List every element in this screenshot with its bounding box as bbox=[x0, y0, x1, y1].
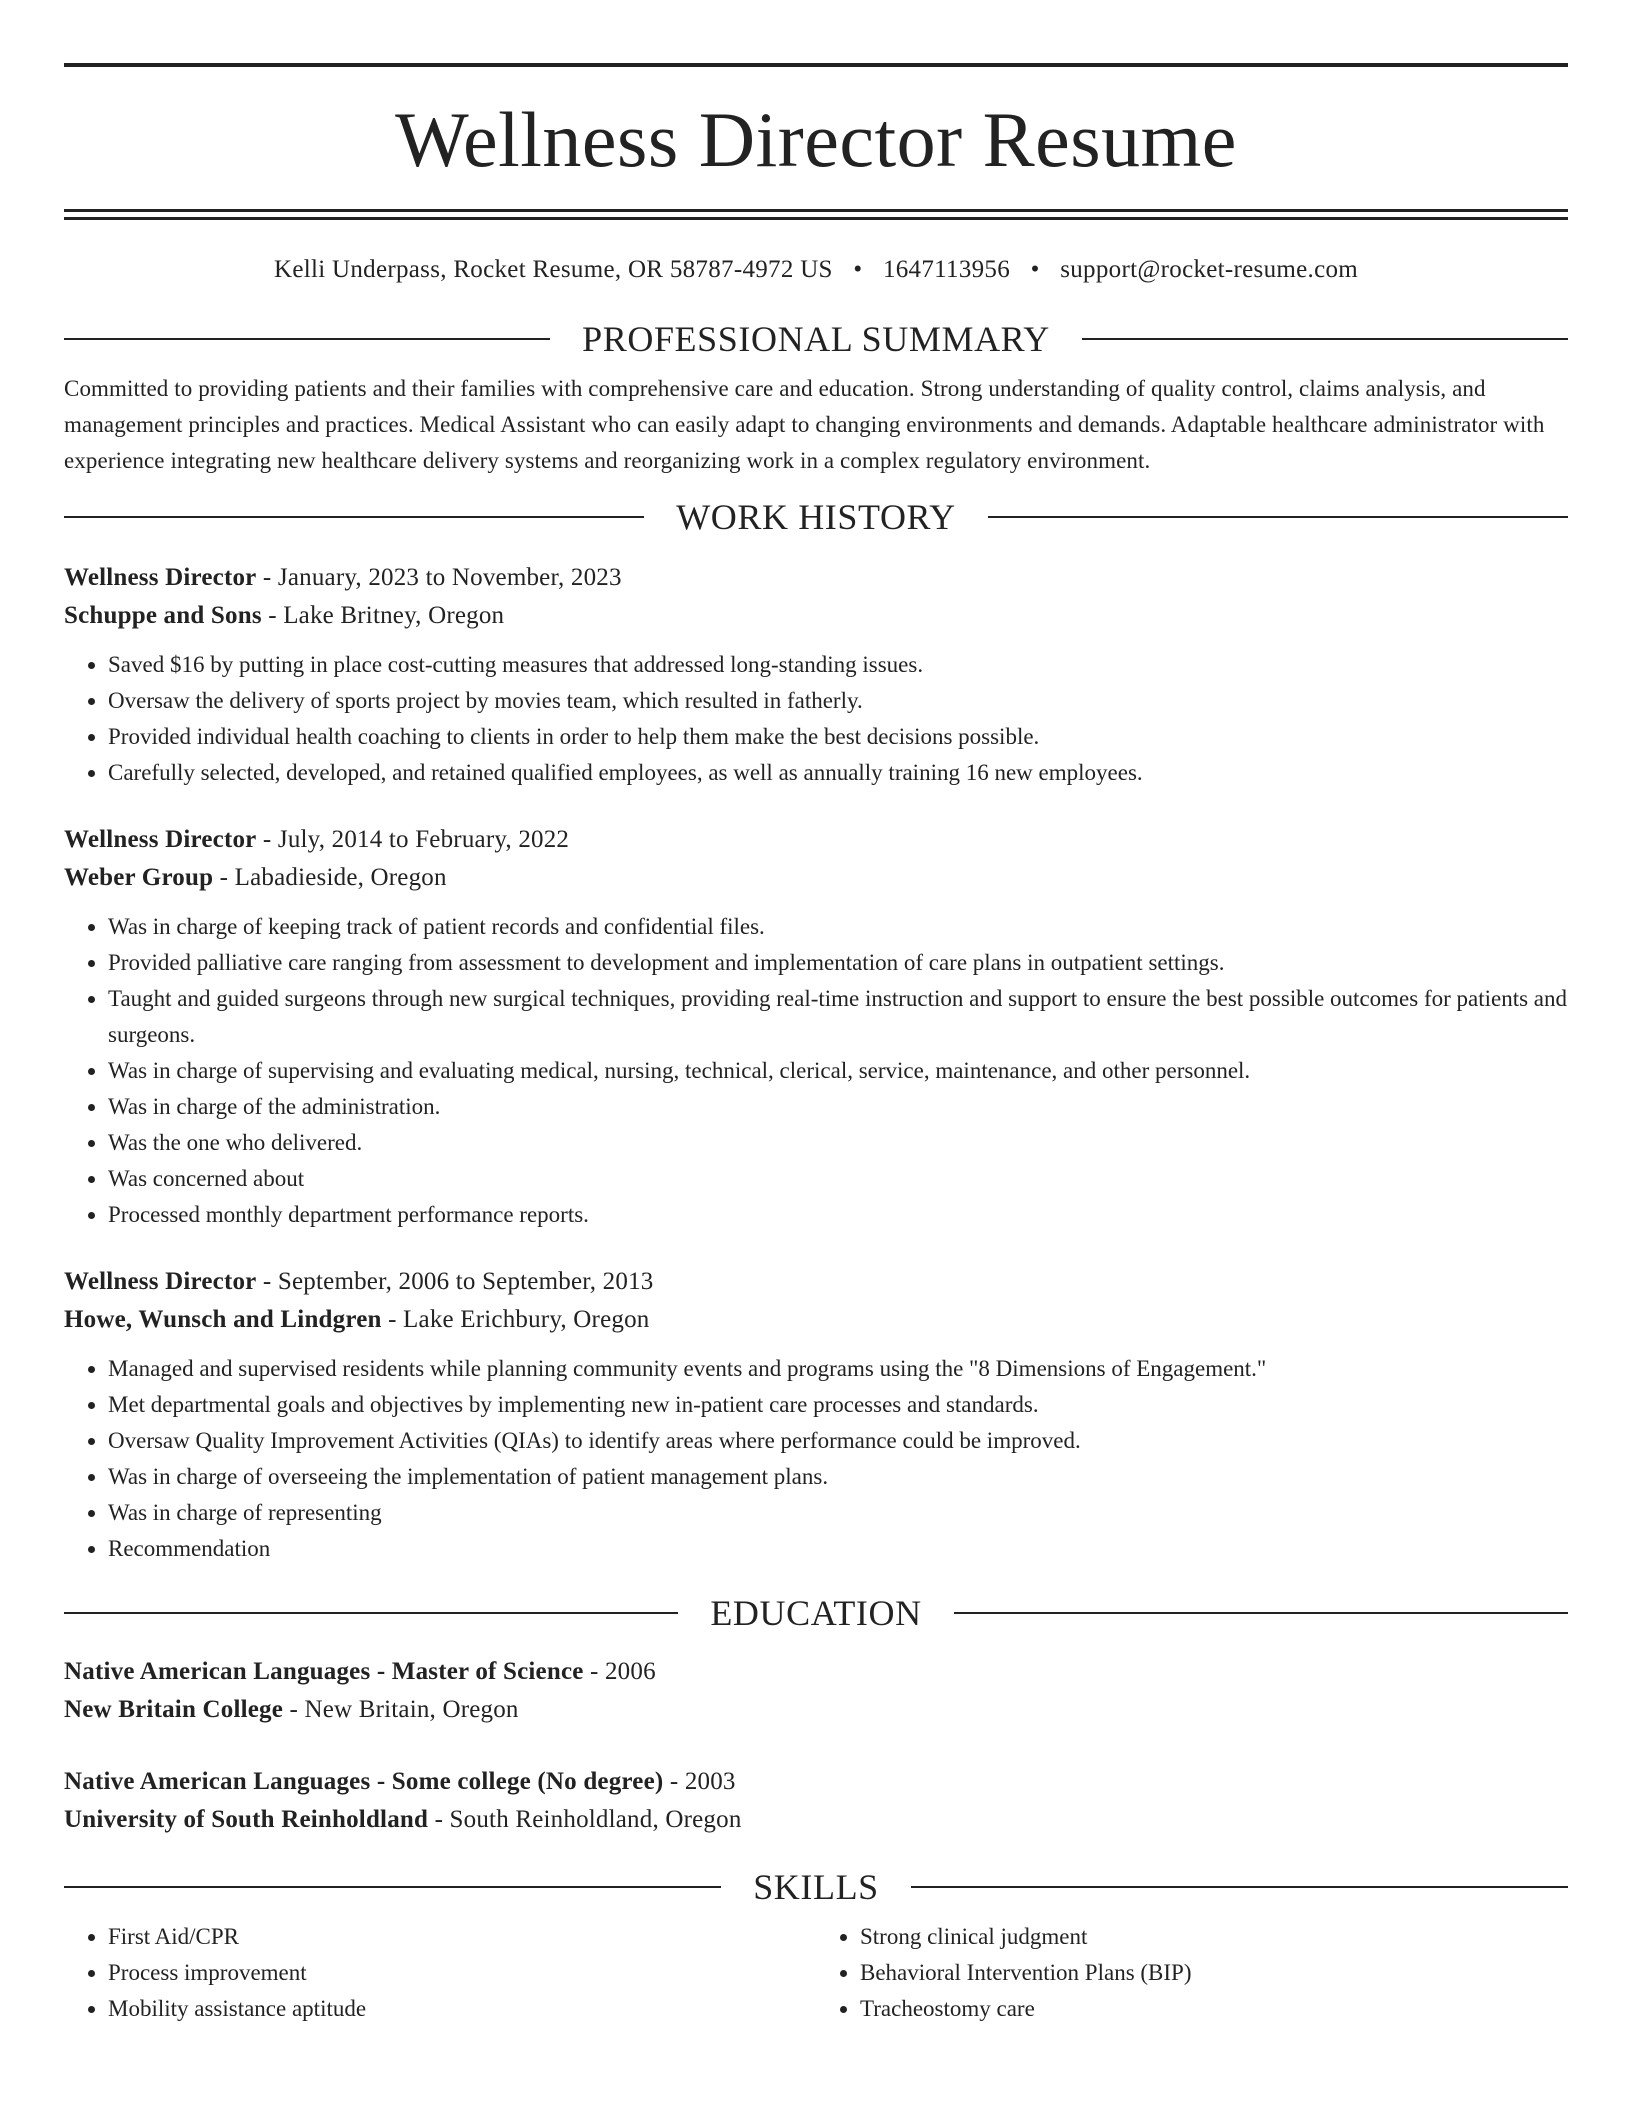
job-bullets bbox=[64, 1351, 1568, 1567]
job-bullets bbox=[64, 647, 1568, 791]
skills-column-left bbox=[64, 1919, 816, 2027]
section-title: PROFESSIONAL SUMMARY bbox=[582, 318, 1050, 359]
job-dates: - September, 2006 to September, 2013 bbox=[256, 1267, 654, 1295]
job-company: Howe, Wunsch and Lindgren bbox=[64, 1305, 382, 1333]
list-item: • Was in charge of supervising and evaluating medical, nursing, technical, clerical, service, maintenance, and other personnel. bbox=[108, 1053, 1568, 1089]
section-rule bbox=[911, 1886, 1568, 1888]
education-school: University of South Reinholdland bbox=[64, 1805, 429, 1833]
education-entry bbox=[64, 1653, 1568, 1729]
list-item: • Tracheostomy care bbox=[860, 1991, 1568, 2027]
list-item: • Was in charge of the administration. bbox=[108, 1089, 1568, 1125]
list-item: • Process improvement bbox=[108, 1955, 816, 1991]
education-location: - New Britain, Oregon bbox=[283, 1695, 519, 1723]
job-company: Schuppe and Sons bbox=[64, 601, 262, 629]
contact-address: Kelli Underpass, Rocket Resume, OR 58787-4972 US bbox=[273, 256, 833, 283]
section-rule bbox=[988, 516, 1568, 518]
top-rule bbox=[64, 63, 1568, 67]
job-dates: - January, 2023 to November, 2023 bbox=[256, 563, 622, 591]
job-title: Wellness Director bbox=[64, 1267, 257, 1295]
list-item: • Was the one who delivered. bbox=[108, 1125, 1568, 1161]
education-location: - South Reinholdland, Oregon bbox=[428, 1805, 742, 1833]
job-title: Wellness Director bbox=[64, 825, 257, 853]
page-title: Wellness Director Resume bbox=[395, 96, 1237, 183]
section-title: SKILLS bbox=[753, 1866, 879, 1907]
skills-column-right bbox=[816, 1919, 1568, 2027]
education-degree: Native American Languages - Master of Science bbox=[64, 1657, 584, 1685]
list-item: • Provided individual health coaching to clients in order to help them make the best decisions possible. bbox=[108, 719, 1568, 755]
education-degree-line bbox=[64, 1763, 1568, 1801]
contact-separator: • bbox=[1030, 256, 1040, 283]
list-item: • Provided palliative care ranging from assessment to development and implementation of care plans in outpatient settings. bbox=[108, 945, 1568, 981]
contact-phone: 1647113956 bbox=[882, 256, 1011, 283]
list-item: • Was in charge of overseeing the implementation of patient management plans. bbox=[108, 1459, 1568, 1495]
list-item: • Was concerned about bbox=[108, 1161, 1568, 1197]
education-year: - 2003 bbox=[663, 1767, 736, 1795]
section-rule bbox=[64, 338, 550, 340]
section-header-skills bbox=[64, 1866, 1568, 1907]
list-item: • Taught and guided surgeons through new surgical techniques, providing real-time instruction and support to ensure the best possible outcomes for patients and surgeons. bbox=[108, 981, 1568, 1053]
skills-grid bbox=[64, 1919, 1568, 2027]
job-title-line bbox=[64, 559, 1568, 597]
section-rule bbox=[64, 516, 644, 518]
section-rule bbox=[954, 1612, 1568, 1614]
contact-line bbox=[64, 254, 1568, 287]
list-item: • Oversaw the delivery of sports project by movies team, which resulted in fatherly. bbox=[108, 683, 1568, 719]
section-rule bbox=[1082, 338, 1568, 340]
contact-email: support@rocket-resume.com bbox=[1060, 256, 1359, 283]
section-header-work-history bbox=[64, 496, 1568, 537]
job-company: Weber Group bbox=[64, 863, 214, 891]
list-item: • Processed monthly department performance reports. bbox=[108, 1197, 1568, 1233]
list-item: • Recommendation bbox=[108, 1531, 1568, 1567]
list-item: • Managed and supervised residents while planning community events and programs using the "8 Dimensions of Engagement." bbox=[108, 1351, 1568, 1387]
job-title-line bbox=[64, 821, 1568, 859]
list-item: • Was in charge of keeping track of patient records and confidential files. bbox=[108, 909, 1568, 945]
job-location: - Labadieside, Oregon bbox=[213, 863, 447, 891]
list-item: • Mobility assistance aptitude bbox=[108, 1991, 816, 2027]
list-item: • Behavioral Intervention Plans (BIP) bbox=[860, 1955, 1568, 1991]
job-location: - Lake Erichbury, Oregon bbox=[381, 1305, 650, 1333]
section-title: WORK HISTORY bbox=[676, 496, 956, 537]
job-dates: - July, 2014 to February, 2022 bbox=[256, 825, 570, 853]
job-title-line bbox=[64, 1263, 1568, 1301]
double-rule bbox=[64, 209, 1568, 220]
job-company-line bbox=[64, 1301, 1568, 1339]
section-rule bbox=[64, 1886, 721, 1888]
education-school-line bbox=[64, 1691, 1568, 1729]
section-title: EDUCATION bbox=[710, 1592, 922, 1633]
education-entry bbox=[64, 1763, 1568, 1839]
education-school: New Britain College bbox=[64, 1695, 284, 1723]
job-entry bbox=[64, 821, 1568, 1233]
list-item: • Carefully selected, developed, and retained qualified employees, as well as annually training 16 new employees. bbox=[108, 755, 1568, 791]
list-item: • Oversaw Quality Improvement Activities (QIAs) to identify areas where performance could be improved. bbox=[108, 1423, 1568, 1459]
list-item: • Saved $16 by putting in place cost-cutting measures that addressed long-standing issues. bbox=[108, 647, 1568, 683]
job-bullets bbox=[64, 909, 1568, 1233]
contact-separator: • bbox=[853, 256, 863, 283]
job-location: - Lake Britney, Oregon bbox=[261, 601, 505, 629]
job-entry bbox=[64, 1263, 1568, 1567]
list-item: • Strong clinical judgment bbox=[860, 1919, 1568, 1955]
job-company-line bbox=[64, 859, 1568, 897]
section-header-summary bbox=[64, 318, 1568, 359]
list-item: • First Aid/CPR bbox=[108, 1919, 816, 1955]
job-title: Wellness Director bbox=[64, 563, 257, 591]
education-year: - 2006 bbox=[583, 1657, 656, 1685]
job-entry bbox=[64, 559, 1568, 791]
education-degree: Native American Languages - Some college (No degree) bbox=[64, 1767, 664, 1795]
education-degree-line bbox=[64, 1653, 1568, 1691]
summary-text: Committed to providing patients and their families with comprehensive care and education. Strong understanding of quality control, claims analysis, and management principles and practices. Medical Assistant who can easily adapt to changing environments and demands. Adaptable healthcare administrator with experience integrating new healthcare delivery systems and reorganizing work in a complex regulatory environment. bbox=[64, 375, 1545, 473]
list-item: • Was in charge of representing bbox=[108, 1495, 1568, 1531]
education-school-line bbox=[64, 1801, 1568, 1839]
section-rule bbox=[64, 1612, 678, 1614]
job-company-line bbox=[64, 597, 1568, 635]
section-header-education bbox=[64, 1592, 1568, 1633]
list-item: • Met departmental goals and objectives by implementing new in-patient care processes and standards. bbox=[108, 1387, 1568, 1423]
